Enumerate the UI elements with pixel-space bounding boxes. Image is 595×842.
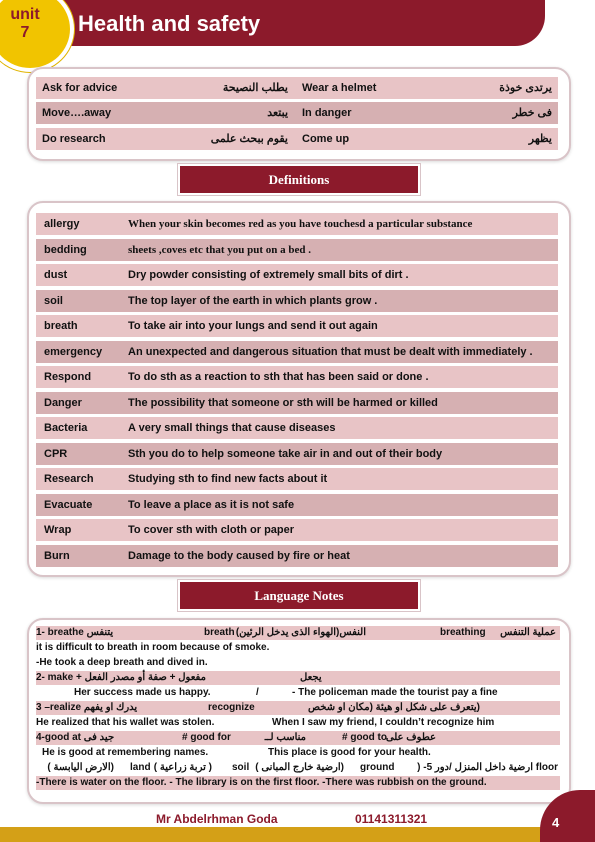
note-text: -There is water on the floor. - The library is on the first floor. -There was rubbish on the ground. [36, 777, 487, 788]
note-text: ( تربة زراعية ) [153, 762, 212, 773]
unit-word: unit [10, 6, 40, 23]
definition-row [36, 545, 558, 567]
page-title: Health and safety [78, 11, 261, 36]
footer-bar [0, 827, 595, 842]
note-text: soil [232, 762, 250, 773]
definition-text: sheets ,coves etc that you put on a bed . [128, 243, 312, 256]
note-line [36, 716, 560, 730]
note-line [36, 626, 560, 640]
definition-text: Damage to the body caused by fire or heat [128, 549, 350, 562]
definition-term: Wrap [44, 524, 72, 536]
note-text: breath [204, 627, 235, 638]
note-text: ground [360, 762, 395, 773]
definitions-heading: Definitions [178, 164, 420, 195]
note-text: breathing [440, 627, 486, 638]
note-text: يجعل [300, 672, 322, 683]
phrase-en: Come up [302, 133, 350, 145]
note-text: - The policeman made the tourist pay a fine [292, 687, 498, 698]
note-text: مناسب لــ [264, 732, 306, 743]
note-text: Her success made us happy. [74, 687, 211, 698]
language-notes-body [30, 626, 566, 798]
definition-term: allergy [44, 218, 80, 230]
note-line [36, 731, 560, 745]
note-line [36, 656, 560, 670]
note-line [36, 671, 560, 685]
definition-term: Burn [44, 549, 70, 562]
note-text: it is difficult to breath in room because of smoke. [36, 642, 270, 653]
phrase-row [36, 77, 558, 99]
definition-text: Sth you do to help someone take air in and out of their body [128, 447, 443, 460]
note-line [36, 746, 560, 760]
note-text: # good for [182, 732, 231, 743]
note-text: 2- make + مفعول + صفة أو مصدر الفعل [36, 672, 206, 683]
phrase-ar: يقوم ببحث علمى [210, 133, 288, 145]
unit-label [0, 6, 50, 42]
definition-term: dust [44, 269, 68, 281]
note-line [36, 761, 560, 775]
definition-row [36, 239, 558, 261]
phrase-row [36, 128, 558, 150]
language-notes-heading: Language Notes [178, 580, 420, 611]
note-text: (يتعرف على شكل او هيئة (مكان او شخص [308, 702, 480, 713]
definition-text: To leave a place as it is not safe [128, 498, 295, 511]
definition-text: To take air into your lungs and send it out again [128, 320, 378, 332]
phrase-en: Ask for advice [42, 82, 118, 94]
definition-row [36, 213, 558, 235]
definition-text: The possibility that someone or sth will be harmed or killed [128, 396, 438, 409]
definition-row [36, 468, 558, 490]
definition-text: A very small things that cause diseases [128, 422, 336, 434]
note-text: When I saw my friend, I couldn’t recognize him [272, 717, 495, 728]
phrase-en: Do research [42, 133, 106, 145]
note-text: recognize [208, 702, 255, 713]
phrase-ar: يرتدى خوذة [499, 82, 552, 94]
definition-row [36, 341, 558, 363]
note-text: -He took a deep breath and dived in. [36, 657, 208, 668]
definition-term: soil [44, 294, 63, 307]
phrase-ar: يطلب النصيحة [222, 82, 288, 94]
note-text: # good to [342, 732, 387, 743]
definition-term: Danger [44, 396, 82, 409]
definition-term: Bacteria [44, 422, 88, 434]
definition-term: CPR [44, 447, 68, 460]
note-text: floor ارضية داخل المنزل /دور 5- ( [417, 762, 558, 773]
definition-term: bedding [44, 243, 87, 256]
note-text: 1- breathe يتنفس [36, 627, 114, 638]
definition-text: When your skin becomes red as you have touchesd a particular substance [128, 218, 473, 230]
definition-row [36, 392, 558, 414]
note-text: (ارضية خارج المبانى ) [255, 762, 344, 773]
note-text: He realized that his wallet was stolen. [36, 717, 215, 728]
note-text: (الارض اليابسة ) [47, 762, 114, 773]
note-text: This place is good for your health. [268, 747, 431, 758]
definition-term: Research [44, 473, 94, 485]
phone-number: 01141311321 [355, 812, 428, 826]
definition-text: The top layer of the earth in which plants grow . [128, 294, 378, 307]
definition-row [36, 290, 558, 312]
note-line [36, 686, 560, 700]
phrase-ar: يظهر [528, 133, 552, 145]
page-number: 4 [552, 815, 560, 830]
definition-text: Dry powder consisting of extremely small bits of dirt . [128, 269, 409, 281]
definition-row [36, 443, 558, 465]
definition-text: To do sth as a reaction to sth that has been said or done . [128, 371, 429, 383]
note-text: عطوف على [385, 732, 436, 743]
note-text: عملية التنفس [500, 627, 556, 638]
phrase-ar: يبتعد [267, 107, 288, 119]
note-text: land [130, 762, 151, 773]
definition-term: breath [44, 320, 78, 332]
definition-term: Respond [44, 371, 92, 383]
definition-text: An unexpected and dangerous situation that must be dealt with immediately . [128, 345, 533, 358]
author-name: Mr Abdelrhman Goda [156, 812, 278, 826]
definition-row [36, 366, 558, 388]
definition-row [36, 494, 558, 516]
definition-text: Studying sth to find new facts about it [128, 473, 328, 485]
note-text: 3 –realize يدرك او يفهم [36, 702, 138, 713]
note-text: / [256, 687, 259, 698]
note-text: النفس(الهواء الذى يدخل الرئين) [235, 627, 366, 638]
note-text: He is good at remembering names. [42, 747, 209, 758]
phrase-ar: فى خطر [512, 107, 552, 119]
definition-text: To cover sth with cloth or paper [128, 524, 295, 536]
phrase-en: Move….away [42, 107, 112, 119]
definition-term: emergency [44, 345, 103, 358]
definition-row [36, 315, 558, 337]
phrase-en: Wear a helmet [302, 82, 377, 94]
phrase-row [36, 102, 558, 124]
definition-row [36, 519, 558, 541]
definition-row [36, 417, 558, 439]
note-line [36, 776, 560, 790]
phrase-en: In danger [302, 107, 352, 119]
definition-row [36, 264, 558, 286]
note-line [36, 641, 560, 655]
note-text: 4-good at جيد فى [36, 732, 115, 743]
unit-number: 7 [20, 24, 30, 41]
definition-term: Evacuate [44, 498, 93, 511]
note-line [36, 701, 560, 715]
